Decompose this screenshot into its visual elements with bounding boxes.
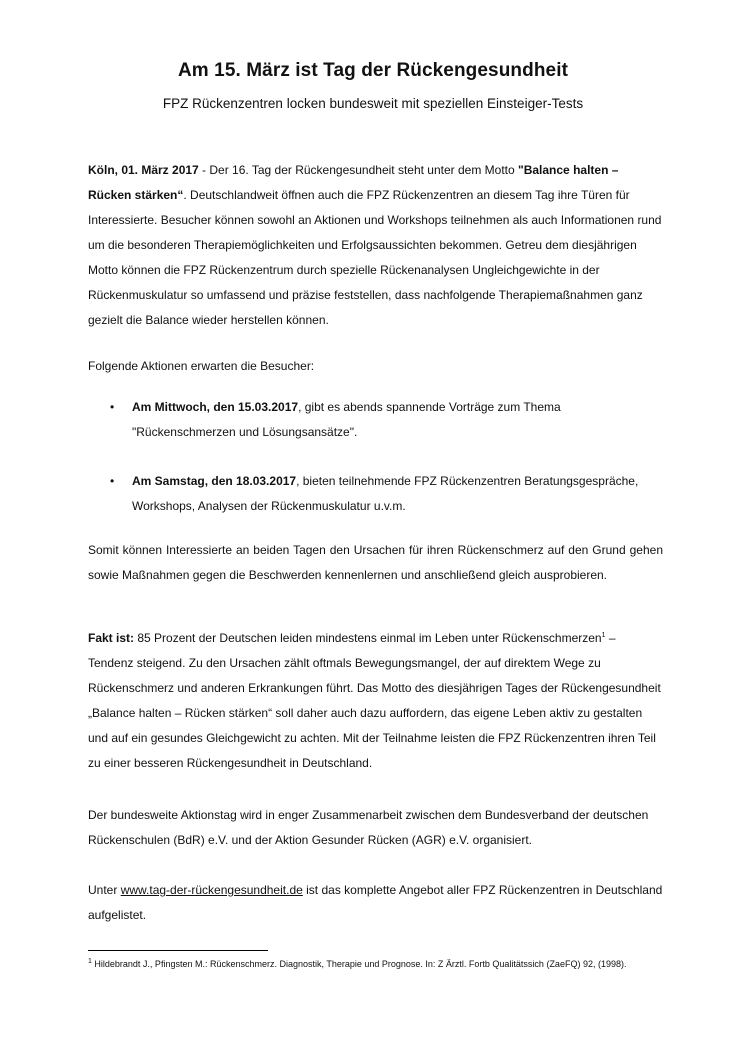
list-item-date: Am Samstag, den 18.03.2017 (132, 474, 297, 488)
list-item-date: Am Mittwoch, den 15.03.2017 (132, 400, 299, 414)
footnote-reference[interactable]: 1 (601, 632, 606, 639)
website-text-1: Unter (88, 883, 121, 897)
fact-text-2: – Tendenz steigend. Zu den Ursachen zählt oftmals Bewegungsmangel, der auf direktem Wege zu Rückenschmerz und anderen Erkrankungen führt. Das Motto des diesjährigen Tages der Rückengesundheit „Balance halten – Rücken stärken“ soll daher auch dazu auffordern, das eigene Leben aktiv zu gestalten und auf ein gesundes Gleichgewicht zu achten. Mit der Teilnahme leisten die FPZ Rückenzentren ihren Teil zu einer besseren Rückengesundheit in Deutschland. (88, 631, 661, 770)
website-text-2: ist das komplette Angebot aller FPZ Rückenzentren in Deutschland aufgelistet. (88, 883, 663, 922)
footnote-text: Hildebrandt J., Pfingsten M.: Rückenschmerz. Diagnostik, Therapie und Prognose. In: Z Ärztl. Fortb Qualitätssich (ZaeFQ) 92, (1998). (91, 959, 627, 969)
page-title: Am 15. März ist Tag der Rückengesundheit (177, 60, 569, 81)
list-item (88, 395, 663, 445)
actions-list (88, 395, 663, 519)
footnote (88, 957, 663, 971)
intro-paragraph (88, 158, 663, 333)
footnote-separator (88, 950, 268, 951)
summary-paragraph: Somit können Interessierte an beiden Tagen den Ursachen für ihren Rückenschmerz auf den Grund gehen sowie Maßnahmen gegen die Beschwerden kennenlernen und anschließend gleich ausprobieren. (88, 543, 663, 582)
dateline: Köln, 01. März 2017 (88, 163, 199, 177)
list-item-text: , gibt es abends spannende Vorträge zum Thema "Rückenschmerzen und Lösungsansätze". (132, 400, 561, 439)
intro-text-2: . Deutschlandweit öffnen auch die FPZ Rückenzentren an diesem Tag ihre Türen für Interessierte. Besucher können sowohl an Aktionen und Workshops teilnehmen als auch Informationen rund um die besonderen Therapiemöglichkeiten und Erfolgsaussichten bekommen. Getreu dem diesjährigen Motto können die FPZ Rückenzentrum durch spezielle Rückenanalysen Ungleichgewichte in der Rückenmuskulatur so umfassend und präzise feststellen, dass nachfolgende Therapiemaßnahmen ganz gezielt die Balance wieder herstellen können. (88, 188, 662, 327)
list-item-text: , bieten teilnehmende FPZ Rückenzentren Beratungsgespräche, Workshops, Analysen der Rückenmuskulatur u.v.m. (132, 474, 639, 513)
cooperation-paragraph: Der bundesweite Aktionstag wird in enger Zusammenarbeit zwischen dem Bundesverband der deutschen Rückenschulen (BdR) e.V. und der Aktion Gesunder Rücken (AGR) e.V. organisiert. (88, 808, 649, 847)
list-item (88, 469, 663, 519)
bullet-marker: • (110, 400, 115, 414)
footnote-marker: 1 (88, 958, 92, 965)
motto: "Balance halten – Rücken stärken“ (88, 163, 619, 202)
intro-text-1: - Der 16. Tag der Rückengesundheit steht unter dem Motto (198, 163, 519, 177)
page-subtitle: FPZ Rückenzentren locken bundesweit mit speziellen Einsteiger-Tests (162, 96, 584, 111)
website-link[interactable]: www.tag-der-rückengesundheit.de (120, 883, 303, 897)
website-paragraph (88, 878, 663, 928)
fact-paragraph (88, 626, 663, 776)
bullet-marker: • (110, 474, 115, 488)
fact-lead: Fakt ist: (88, 631, 135, 645)
fact-text-1: 85 Prozent der Deutschen leiden mindestens einmal im Leben unter Rückenschmerzen (134, 631, 602, 645)
actions-intro: Folgende Aktionen erwarten die Besucher: (88, 359, 315, 373)
